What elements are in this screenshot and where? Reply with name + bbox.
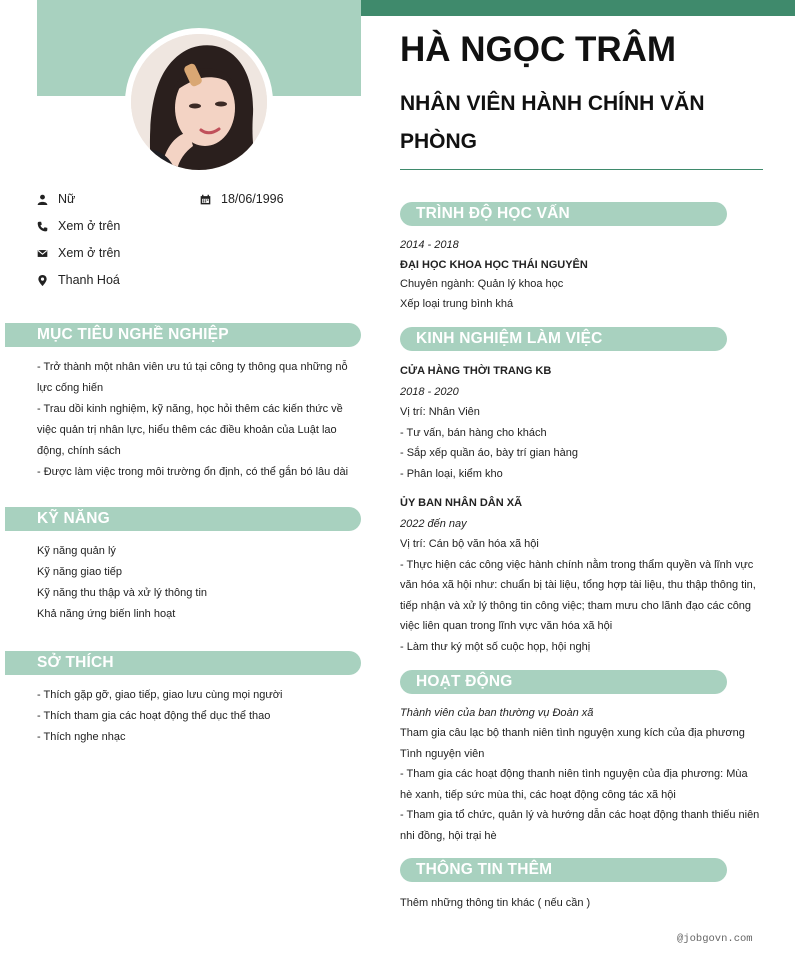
activity-line: - Tham gia tổ chức, quản lý và hướng dẫn các hoạt động thanh thiếu niên	[400, 809, 760, 821]
phone-icon	[37, 221, 48, 232]
job-line: Vị trí: Cán bộ văn hóa xã hội	[400, 538, 539, 550]
birthdate-info	[200, 192, 284, 206]
job-line: Vị trí: Nhân Viên	[400, 406, 480, 418]
activities-section-header	[400, 670, 727, 694]
gender-info	[37, 192, 75, 206]
job-company: CỬA HÀNG THỜI TRANG KB	[400, 365, 552, 377]
hobby-item: - Thích tham gia các hoạt động thể dục thể thao	[37, 710, 271, 722]
education-school: ĐẠI HỌC KHOA HỌC THÁI NGUYÊN	[400, 258, 588, 271]
user-icon	[37, 194, 48, 205]
objective-text	[37, 357, 357, 483]
email-text: Xem ở trên	[58, 246, 121, 260]
hobbies-title: SỞ THÍCH	[37, 654, 114, 671]
objective-title: MỤC TIÊU NGHỀ NGHIỆP	[37, 326, 229, 343]
hobby-item: - Thích nghe nhạc	[37, 731, 126, 743]
job-line: việc liên quan trong lĩnh vực văn hóa xã hội	[400, 620, 613, 632]
skill-item: Khả năng ứng biến linh hoạt	[37, 608, 176, 620]
skills-section-header	[5, 507, 361, 531]
activities-block	[400, 704, 763, 846]
birthdate-text: 18/06/1996	[221, 192, 284, 206]
job-period: 2022 đến nay	[400, 517, 467, 530]
job-line: - Sắp xếp quần áo, bày trí gian hàng	[400, 447, 578, 459]
portrait-illustration	[131, 34, 267, 170]
experience-job-1	[400, 361, 763, 484]
address-info	[37, 273, 120, 287]
activity-line: Tham gia câu lạc bộ thanh niên tình nguyện xung kích của địa phương	[400, 727, 745, 739]
education-period: 2014 - 2018	[400, 239, 459, 251]
skill-item: Kỹ năng quản lý	[37, 545, 116, 557]
job-line: - Làm thư ký một số cuộc họp, hội nghị	[400, 640, 591, 653]
job-line: - Tư vấn, bán hàng cho khách	[400, 426, 547, 439]
activity-line: - Tham gia các hoạt động thanh niên tình nguyện của địa phương: Mùa	[400, 768, 748, 780]
experience-section-header	[400, 327, 727, 351]
activities-title: HOẠT ĐỘNG	[416, 673, 513, 690]
education-section-header	[400, 202, 727, 226]
candidate-name: HÀ NGỌC TRÂM	[400, 30, 677, 69]
job-title: NHÂN VIÊN HÀNH CHÍNH VĂN PHÒNG	[400, 92, 705, 153]
skills-title: KỸ NĂNG	[37, 510, 110, 527]
education-title: TRÌNH ĐỘ HỌC VẤN	[416, 205, 570, 222]
avatar-photo	[131, 34, 267, 170]
phone-text: Xem ở trên	[58, 219, 121, 233]
hobbies-list	[37, 685, 357, 748]
extra-title: THÔNG TIN THÊM	[416, 861, 553, 878]
activity-line: hè xanh, tiếp sức mùa thi, các hoạt động công tác xã hội	[400, 788, 676, 801]
calendar-icon	[200, 194, 211, 205]
skills-list	[37, 541, 357, 625]
skill-item: Kỹ năng thu thập và xử lý thông tin	[37, 587, 208, 599]
hobby-item: - Thích gặp gỡ, giao tiếp, giao lưu cùng mọi người	[37, 689, 283, 701]
extra-text: Thêm những thông tin khác ( nếu cần )	[400, 897, 591, 909]
header-divider	[400, 169, 763, 170]
job-line: văn hóa xã hội như: chuẩn bị tài liệu, tổng hợp tài liệu, thu thập thông tin,	[400, 579, 756, 591]
extra-section-header	[400, 858, 727, 882]
job-line: tiếp nhận và xử lý thông tin công việc; tham mưu cho lãnh đạo các công	[400, 599, 752, 612]
job-line: - Thực hiện các công việc hành chính nằm trong thẩm quyền và lĩnh vực	[400, 558, 754, 571]
watermark: @jobgovn.com	[677, 933, 753, 945]
phone-info	[37, 219, 120, 233]
experience-job-2	[400, 493, 763, 657]
objective-line: - Được làm việc trong môi trường ổn định, có thể gắn bó lâu dài	[37, 466, 349, 478]
objective-line: - Trau dồi kinh nghiệm, kỹ năng, học hỏi thêm các kiến thức về	[37, 403, 343, 415]
address-text: Thanh Hoá	[58, 273, 120, 287]
envelope-icon	[37, 248, 48, 259]
hobbies-section-header	[5, 651, 361, 675]
education-major: Chuyên ngành: Quản lý khoa học	[400, 278, 564, 290]
education-block	[400, 236, 763, 314]
activity-role: Thành viên của ban thường vụ Đoàn xã	[400, 707, 594, 719]
gender-text: Nữ	[58, 192, 76, 206]
job-period: 2018 - 2020	[400, 385, 459, 398]
map-pin-icon	[37, 275, 48, 286]
avatar	[125, 28, 273, 176]
experience-title: KINH NGHIỆM LÀM VIỆC	[416, 330, 603, 347]
objective-line: việc quản trị nhân lực, hiểu thêm các điều khoản của Luật lao	[37, 424, 337, 436]
skill-item: Kỹ năng giao tiếp	[37, 566, 123, 578]
activity-line: nhi đồng, hội trại hè	[400, 829, 497, 842]
top-accent-bar	[361, 0, 795, 16]
education-grade: Xếp loại trung bình khá	[400, 297, 514, 310]
job-company: ỦY BAN NHÂN DÂN XÃ	[400, 497, 523, 509]
objective-line: - Trở thành một nhân viên ưu tú tại công ty thông qua những nỗ	[37, 361, 348, 373]
objective-line: động, chính sách	[37, 445, 121, 457]
activity-line: Tình nguyện viên	[400, 747, 485, 760]
email-info	[37, 246, 120, 260]
objective-section-header	[5, 323, 361, 347]
objective-line: lực cống hiến	[37, 382, 104, 394]
job-line: - Phân loại, kiểm kho	[400, 467, 503, 480]
